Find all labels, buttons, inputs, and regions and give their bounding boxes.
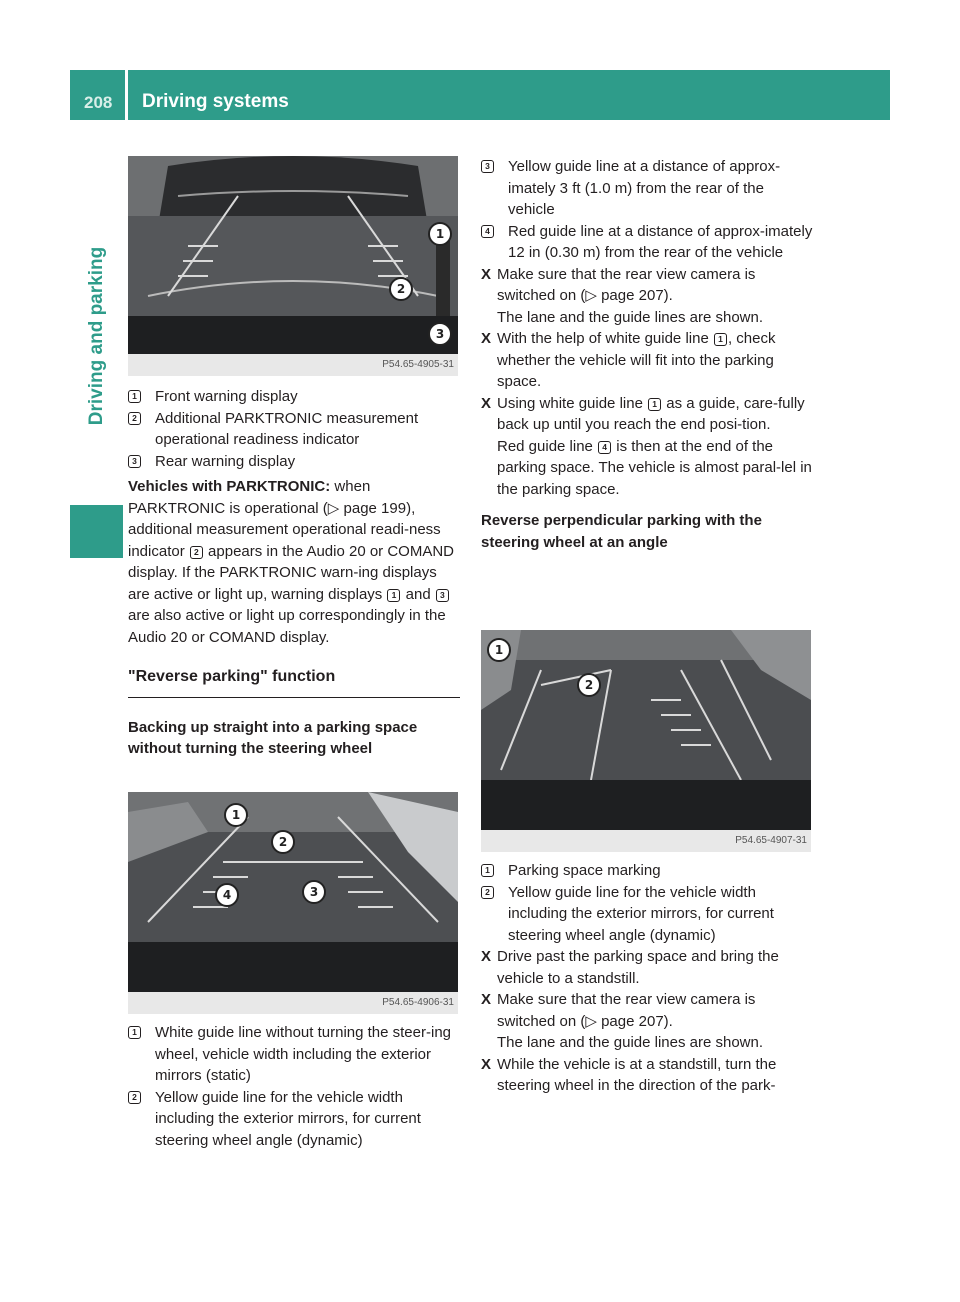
figure-code-bar <box>481 830 811 852</box>
figure-backing-straight <box>128 792 458 1014</box>
callout-3: 3 <box>309 885 319 899</box>
instruction-step: X Make sure that the rear view camera is switched on (▷ page 207). The lane and the guide lines are shown. <box>481 265 764 326</box>
figure-perpendicular-parking <box>481 630 811 852</box>
callout-3: 3 <box>435 327 445 341</box>
left-column <box>128 386 460 760</box>
side-tab-marker <box>70 505 123 558</box>
side-tab-label: Driving and parking <box>86 246 107 426</box>
instruction-step: X With the help of white guide line 1 , check whether the vehicle will fit into the parking space. <box>481 330 776 390</box>
callout-1: 1 <box>494 643 504 657</box>
left-column-bottom <box>128 1022 460 1151</box>
page-header <box>70 70 890 120</box>
callout-2: 2 <box>278 835 288 849</box>
header-divider <box>125 70 128 120</box>
section-heading: "Reverse parking" function <box>128 668 336 685</box>
side-tab <box>70 120 123 1256</box>
figure-code-bar <box>128 354 458 376</box>
callout-1: 1 <box>231 808 241 822</box>
camera-image <box>481 630 811 830</box>
figure-code-bar <box>128 992 458 1014</box>
page-number: 208 <box>84 93 113 112</box>
instruction-step: X Using white guide line 1 as a guide, care-fully back up until you reach the end posi-tion. Red guide line 4 is then at the end of the parking space. The vehicle is almost paral-lel in the parking space. <box>481 394 812 498</box>
callout-4: 4 <box>222 888 232 902</box>
figure-code: P54.65-4905-31 <box>382 359 454 370</box>
list-item: 4 Red guide line at a distance of approx-imately 12 in (0.30 m) from the rear of the vehicle <box>481 221 813 264</box>
list-item: 3 Yellow guide line at a distance of approx-imately 3 ft (1.0 m) from the rear of the vehicle <box>481 156 813 221</box>
sub-heading: Reverse perpendicular parking with the steering wheel at an angle <box>481 512 762 551</box>
list-item: 1 White guide line without turning the steer-ing wheel, vehicle width including the exterior mirrors (static) <box>128 1022 460 1087</box>
list-item: 2 Additional PARKTRONIC measurement operational readiness indicator <box>128 408 460 451</box>
camera-image <box>128 156 458 354</box>
callout-1: 1 <box>435 227 445 241</box>
paragraph-parktronic: Vehicles with PARKTRONIC: when PARKTRONIC is operational (▷ page 199), additional measurement operational readi-ness indicator 2 appears in the Audio 20 or COMAND display. If the PARKTRONIC warn-ing displays are active or light up, warning displays 1 and 3 are also active or light up correspondingly in the Audio 20 or COMAND display. <box>128 478 455 646</box>
list-item: 1 Parking space marking <box>481 860 813 882</box>
instruction-step: X While the vehicle is at a standstill, turn the steering wheel in the direction of the park- <box>481 1055 777 1094</box>
figure-code: P54.65-4906-31 <box>382 997 454 1008</box>
list-item: 2 Yellow guide line for the vehicle width including the exterior mirrors, for current steering wheel angle (dynamic) <box>128 1087 460 1152</box>
instruction-step: X Make sure that the rear view camera is switched on (▷ page 207). The lane and the guide lines are shown. <box>481 991 764 1051</box>
figure-code: P54.65-4907-31 <box>735 835 807 846</box>
list-item: 2 Yellow guide line for the vehicle width including the exterior mirrors, for current steering wheel angle (dynamic) <box>481 882 813 947</box>
list-item: 1 Front warning display <box>128 386 460 408</box>
camera-image <box>128 792 458 992</box>
section-rule <box>128 697 460 698</box>
callout-2: 2 <box>584 678 594 692</box>
figure-rear-camera-parktronic <box>128 156 458 376</box>
callout-2: 2 <box>396 282 406 296</box>
page-title: Driving systems <box>142 91 289 112</box>
list-item: 3 Rear warning display <box>128 451 460 473</box>
right-column <box>481 156 813 553</box>
sub-heading: Backing up straight into a parking space without turning the steering wheel <box>128 718 418 757</box>
right-column-bottom <box>481 860 813 1097</box>
instruction-step: X Drive past the parking space and bring the vehicle to a standstill. <box>481 948 779 987</box>
